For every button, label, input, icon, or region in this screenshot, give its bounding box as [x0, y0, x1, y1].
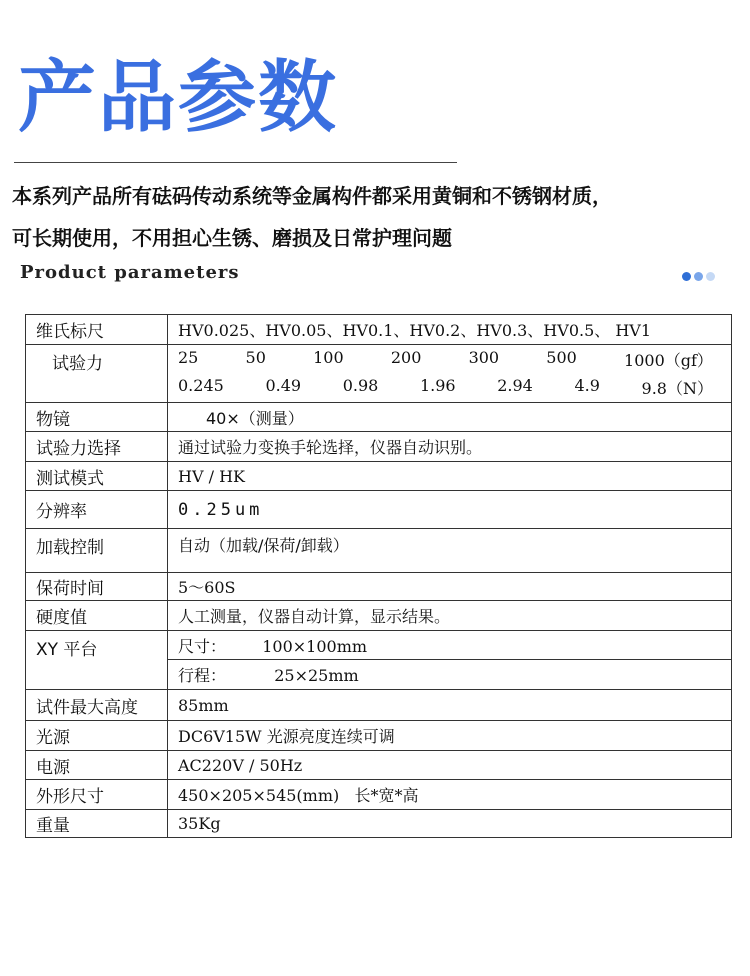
title-divider	[14, 162, 457, 163]
table-row	[26, 315, 732, 345]
spec-value: 450×205×545(mm) 长*宽*高	[168, 780, 732, 810]
table-row	[26, 462, 732, 491]
xy-travel-value: 25×25mm	[274, 666, 359, 685]
dot-icon[interactable]	[706, 272, 715, 281]
test-force-value: 0.49	[265, 376, 302, 396]
test-force-value: 0.98	[342, 376, 379, 396]
spec-value: 40×（测量）	[168, 403, 732, 432]
test-force-value: 0.245	[178, 376, 224, 396]
spec-value: DC6V15W 光源亮度连续可调	[168, 721, 732, 751]
spec-value: 85mm	[168, 690, 732, 721]
description-line-1: 本系列产品所有砝码传动系统等金属构件都采用黄铜和不锈钢材质，	[12, 184, 612, 208]
table-row	[26, 780, 732, 810]
spec-label: 试件最大高度	[26, 690, 168, 721]
test-force-value: 200	[390, 347, 422, 367]
spec-label: 保荷时间	[26, 573, 168, 601]
spec-value: 人工测量，仪器自动计算，显示结果。	[168, 601, 732, 631]
spec-value: 5～60S	[168, 573, 732, 601]
spec-label: 外形尺寸	[26, 780, 168, 810]
table-row	[26, 573, 732, 601]
spec-label	[26, 345, 168, 403]
test-force-gf-row	[168, 345, 732, 374]
spec-value: HV / HK	[168, 462, 732, 491]
dot-icon[interactable]	[694, 272, 703, 281]
spec-value: 0.25um	[168, 491, 732, 529]
test-force-value: 300	[468, 347, 500, 367]
description-line-2: 可长期使用，不用担心生锈、磨损及日常护理问题	[12, 226, 452, 250]
spec-label: 物镜	[26, 403, 168, 432]
spec-label: 分辨率	[26, 491, 168, 529]
table-row	[26, 529, 732, 573]
test-force-value: 2.94	[497, 376, 533, 396]
section-subtitle: Product parameters	[20, 262, 240, 283]
spec-value: 自动（加载/保荷/卸载）	[168, 529, 732, 573]
table-row	[26, 601, 732, 631]
table-row	[26, 631, 732, 660]
test-force-value: 1.96	[419, 376, 456, 396]
spec-label: 硬度值	[26, 601, 168, 631]
spec-value: HV0.025、HV0.05、HV0.1、HV0.2、HV0.3、HV0.5、 HV1	[168, 315, 732, 345]
table-row	[26, 345, 732, 374]
xy-size-value: 100×100mm	[262, 636, 368, 656]
table-row	[26, 432, 732, 462]
spec-label: 重量	[26, 810, 168, 838]
test-force-value: 50	[245, 347, 266, 367]
spec-label: 试验力选择	[26, 432, 168, 462]
dot-active-icon[interactable]	[682, 272, 691, 281]
spec-label: 加载控制	[26, 529, 168, 573]
table-row	[26, 810, 732, 838]
spec-label: 电源	[26, 751, 168, 780]
test-force-gf-values	[178, 348, 731, 371]
test-force-value: 100	[313, 347, 344, 367]
table-row	[26, 491, 732, 529]
spec-label: XY 平台	[26, 631, 168, 690]
xy-size-label: 尺寸：	[178, 636, 227, 656]
table-row	[26, 690, 732, 721]
xy-size-cell	[168, 631, 732, 660]
spec-value: 35Kg	[168, 810, 732, 838]
spec-label: 光源	[26, 721, 168, 751]
test-force-n-values	[178, 376, 731, 399]
table-row	[26, 721, 732, 751]
test-force-value: 25	[178, 347, 199, 367]
spec-label: 维氏标尺	[26, 315, 168, 345]
table-row	[26, 751, 732, 780]
spec-label: 测试模式	[26, 462, 168, 491]
test-force-label: 试验力	[52, 354, 103, 374]
test-force-n-row	[168, 374, 732, 403]
test-force-value: 4.9	[574, 376, 600, 396]
test-force-value: 500	[546, 347, 577, 367]
test-force-value: 1000（gf）	[624, 350, 713, 370]
spec-value: AC220V / 50Hz	[168, 751, 732, 780]
spec-table	[25, 314, 732, 838]
page-title: 产品参数	[18, 53, 339, 143]
table-row	[26, 403, 732, 432]
test-force-value: 9.8（N）	[641, 379, 713, 399]
xy-travel-cell	[168, 660, 732, 690]
spec-value: 通过试验力变换手轮选择，仪器自动识别。	[168, 432, 732, 462]
xy-travel-label: 行程：	[178, 666, 227, 685]
